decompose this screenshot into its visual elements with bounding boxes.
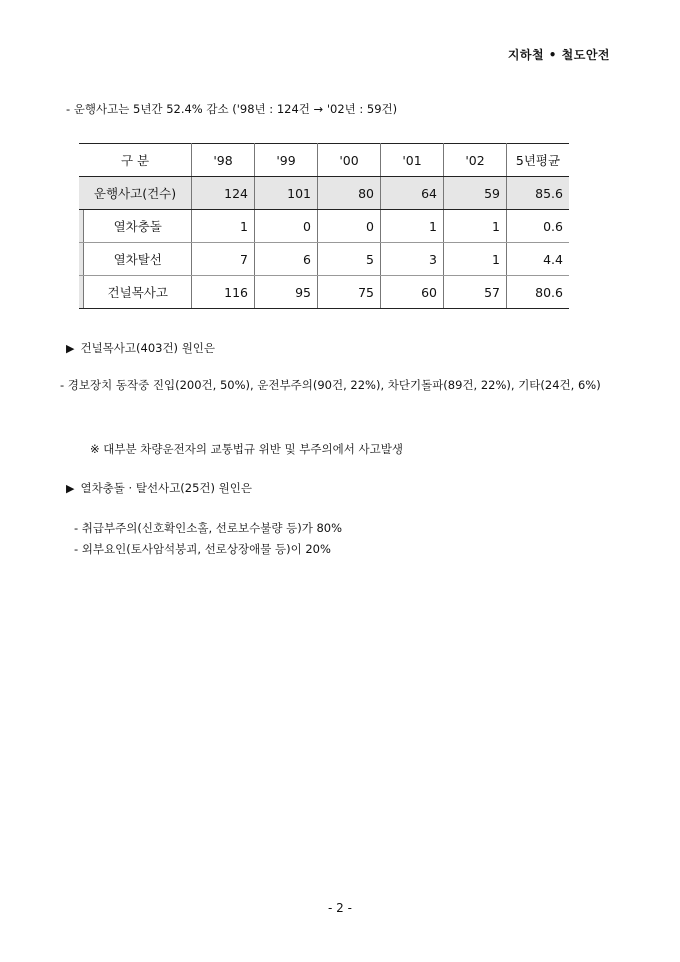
accident-stats-table — [79, 143, 569, 309]
table-cell: 1 — [444, 210, 507, 243]
table-cell: 85.6 — [507, 177, 570, 210]
triangle-bullet-icon: ▶ — [66, 482, 75, 495]
row-label: 열차충돌 — [84, 210, 192, 243]
table-header-year: '98 — [192, 144, 255, 177]
table-row — [79, 243, 569, 276]
table-row-total — [79, 177, 569, 210]
table-cell: 124 — [192, 177, 255, 210]
table-cell: 1 — [192, 210, 255, 243]
table-cell: 64 — [381, 177, 444, 210]
summary-line: - 운행사고는 5년간 52.4% 감소 ('98년 : 124건 → '02년 : 59건) — [66, 102, 398, 116]
cause-item: - 취급부주의(신호확인소홀, 선로보수불량 등)가 80% — [74, 521, 343, 535]
table-row — [79, 210, 569, 243]
table-cell: 0.6 — [507, 210, 570, 243]
table-header-year: '01 — [381, 144, 444, 177]
row-label: 운행사고(건수) — [79, 177, 192, 210]
table-cell: 80 — [318, 177, 381, 210]
section-title: 열차충돌 · 탈선사고(25건) 원인은 — [80, 481, 253, 495]
section-collision-causes-heading — [66, 480, 252, 496]
cause-item: - 외부요인(토사암석붕괴, 선로상장애물 등)이 20% — [74, 542, 331, 556]
table-cell: 4.4 — [507, 243, 570, 276]
table-cell: 6 — [255, 243, 318, 276]
table-cell: 1 — [444, 243, 507, 276]
section-crossing-causes-heading — [66, 340, 215, 356]
table-cell: 0 — [318, 210, 381, 243]
note-line: ※ 대부분 차량운전자의 교통법규 위반 및 부주의에서 사고발생 — [90, 442, 403, 456]
section-title: 건널목사고(403건) 원인은 — [80, 341, 216, 355]
table-header-row — [79, 144, 569, 177]
table-cell: 0 — [255, 210, 318, 243]
table-header-average: 5년평균 — [507, 144, 570, 177]
row-label: 열차탈선 — [84, 243, 192, 276]
table-cell: 80.6 — [507, 276, 570, 309]
table-cell: 75 — [318, 276, 381, 309]
table-cell: 116 — [192, 276, 255, 309]
table-header-year: '00 — [318, 144, 381, 177]
crossing-causes-text: - 경보장치 동작중 진입(200건, 50%), 운전부주의(90건, 22%), 차단기돌파(89건, 22%), 기타(24건, 6%) — [60, 378, 601, 392]
table-cell: 5 — [318, 243, 381, 276]
table-header-year: '99 — [255, 144, 318, 177]
table-cell: 1 — [381, 210, 444, 243]
table-cell: 3 — [381, 243, 444, 276]
page-number: - 2 - — [328, 901, 352, 915]
table-cell: 57 — [444, 276, 507, 309]
triangle-bullet-icon: ▶ — [66, 342, 75, 355]
table-cell: 101 — [255, 177, 318, 210]
table-cell: 59 — [444, 177, 507, 210]
page-header: 지하철 • 철도안전 — [507, 48, 610, 62]
row-label: 건널목사고 — [84, 276, 192, 309]
table-header-year: '02 — [444, 144, 507, 177]
table-row — [79, 276, 569, 309]
table-cell: 60 — [381, 276, 444, 309]
table-cell: 7 — [192, 243, 255, 276]
table-cell: 95 — [255, 276, 318, 309]
table-header-category: 구 분 — [79, 144, 192, 177]
